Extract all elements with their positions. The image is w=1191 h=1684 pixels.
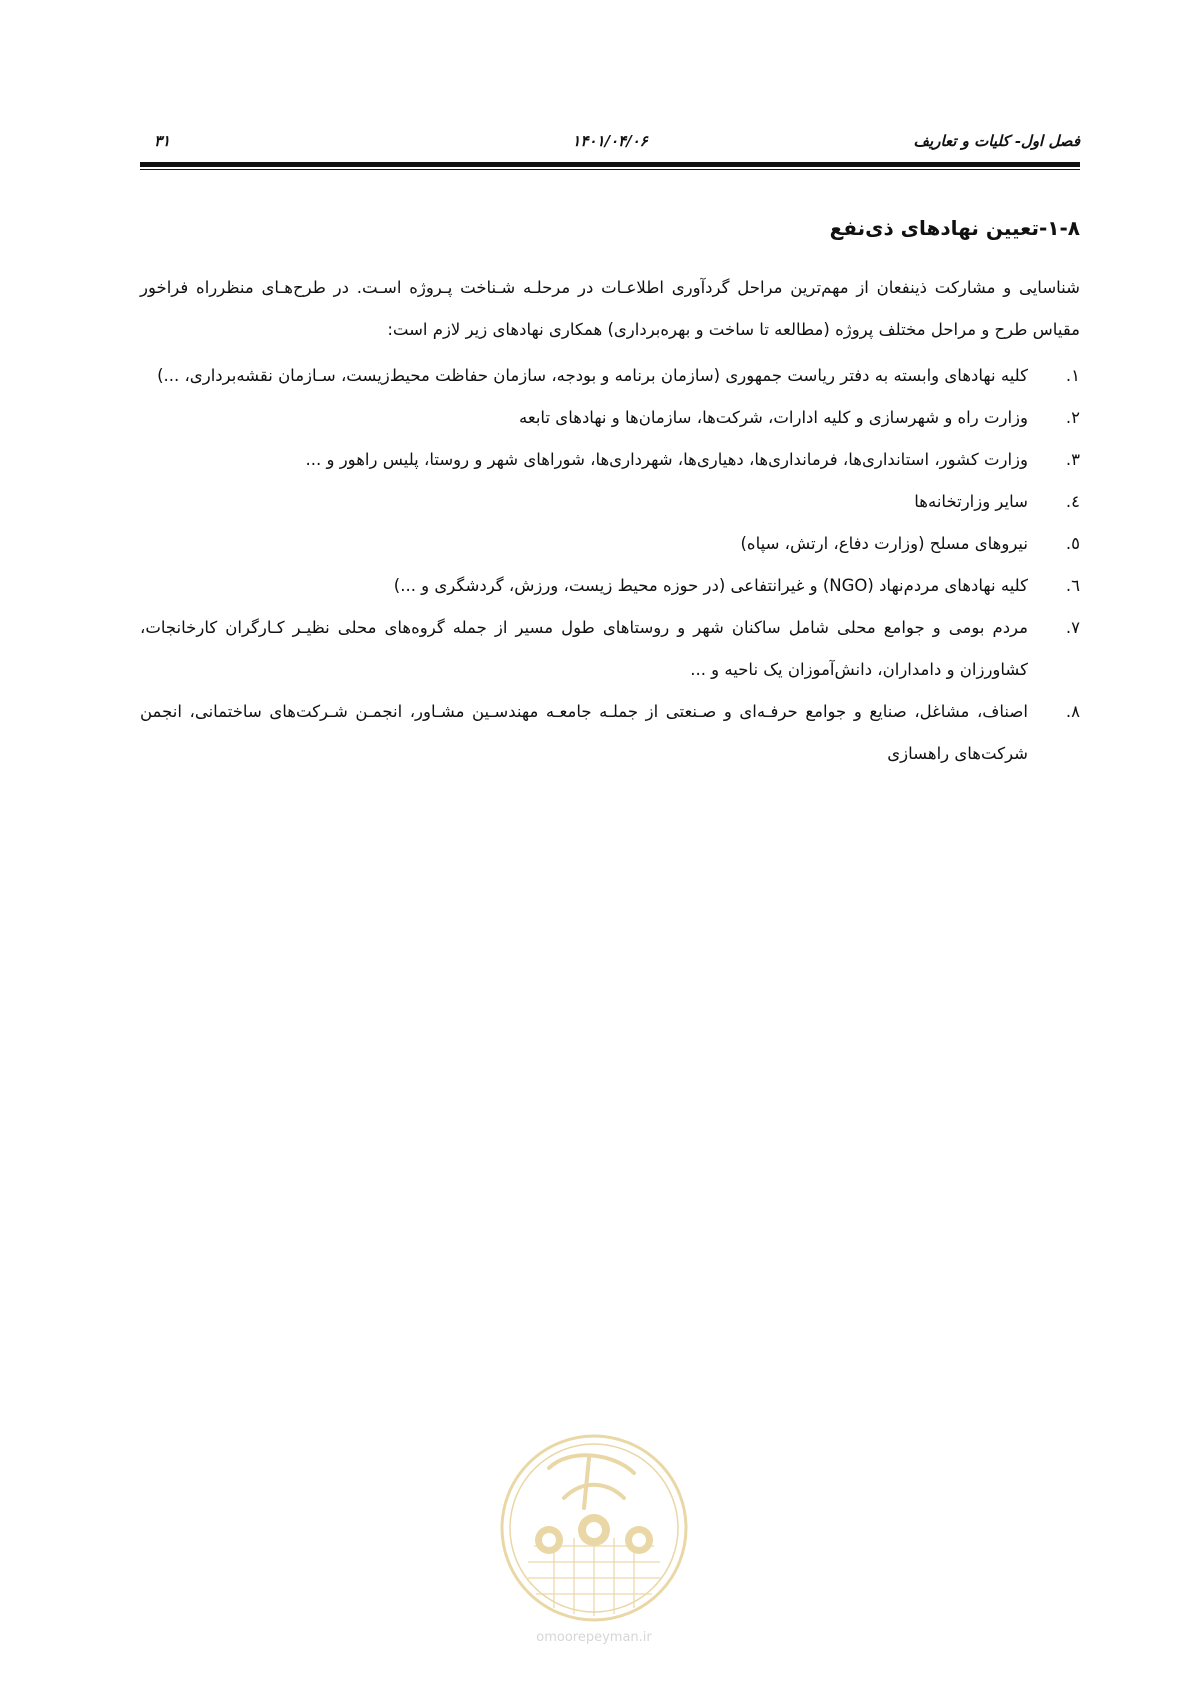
list-item-text: اصناف، مشاغل، صنایع و جوامع حرفـه‌ای و صـنعتی از جملـه جامعـه مهندسـین مشـاور، انجمـن شـرکت‌های ساختمانی، انجمن شرکت‌های راهسازی	[140, 702, 1028, 763]
list-item	[140, 439, 1080, 481]
header-rule-thick	[140, 162, 1080, 167]
intro-paragraph: شناسایی و مشارکت ذینفعان از مهم‌ترین مراحل گردآوری اطلاعـات در مرحلـه شـناخت پـروژه اسـت. در طرح‌هـای منظرراه فراخور مقیاس طرح و مراحل مختلف پروژه (مطالعه تا ساخت و بهره‌برداری) همکاری نهادهای زیر لازم است:	[140, 278, 1080, 339]
page-content	[140, 213, 1080, 775]
watermark-caption: omoorepeyman.ir	[536, 1630, 652, 1645]
chapter-title: فصل اول- کلیات و تعاریف	[913, 132, 1080, 150]
list-item	[140, 607, 1080, 691]
list-item-text: مردم بومی و جوامع محلی شامل ساکنان شهر و روستاهای طول مسیر از جمله گروه‌های محلی نظیـر کـارگران کارخانجات، کشاورزان و دامداران، دانش‌آموزان یک ناحیه و ...	[140, 618, 1028, 679]
list-item	[140, 523, 1080, 565]
list-item-number: ٤.	[1065, 492, 1080, 511]
header-date: ۱۴۰۱/۰۴/۰۶	[572, 132, 648, 150]
section-title: ۱-۸-تعیین نهادهای ذی‌نفع	[829, 216, 1080, 240]
list-item-number: ۱.	[1065, 366, 1080, 385]
list-item-text: کلیه نهادهای وابسته به دفتر ریاست جمهوری (سازمان برنامه و بودجه، سازمان حفاظت محیط‌زیست، سـازمان نقشه‌برداری، ...)	[157, 366, 1028, 385]
list-item-text: نیروهای مسلح (وزارت دفاع، ارتش، سپاه)	[740, 534, 1028, 553]
page-header	[140, 128, 1080, 156]
list-item-number: ۷.	[1065, 618, 1080, 637]
list-item-text: وزارت راه و شهرسازی و کلیه ادارات، شرکت‌ها، سازمان‌ها و نهادهای تابعه	[519, 408, 1028, 427]
header-rule-thin	[140, 169, 1080, 170]
list-item-text: وزارت کشور، استانداری‌ها، فرمانداری‌ها، دهیاری‌ها، شهرداری‌ها، شوراهای شهر و روستا، پلیس راهور و ...	[305, 450, 1028, 469]
page-number: ۳۱	[154, 132, 171, 150]
list-item-text: سایر وزارتخانه‌ها	[914, 492, 1028, 511]
list-item	[140, 691, 1080, 775]
list-item	[140, 565, 1080, 607]
watermark-logo	[494, 1428, 694, 1628]
list-item-number: ۸.	[1065, 702, 1080, 721]
list-item	[140, 355, 1080, 397]
list-item-number: ٦.	[1065, 576, 1080, 595]
list-item-text: کلیه نهادهای مردم‌نهاد (NGO) و غیرانتفاعی (در حوزه محیط زیست، ورزش، گردشگری و ...)	[393, 576, 1028, 595]
list-item	[140, 397, 1080, 439]
list-item-number: ٥.	[1065, 534, 1080, 553]
list-item	[140, 481, 1080, 523]
list-item-number: ۳.	[1065, 450, 1080, 469]
list-item-number: ۲.	[1065, 408, 1080, 427]
